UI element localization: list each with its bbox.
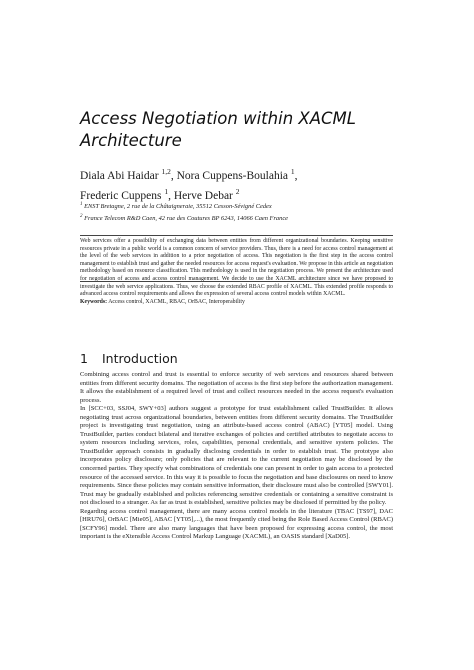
author-affil-mark: 2 — [235, 186, 240, 196]
abstract — [80, 238, 393, 306]
paper-title: Access Negotiation within XACML Architecture — [80, 109, 356, 150]
abstract-bottom-rule — [80, 281, 393, 282]
author-affil-mark: 1 — [290, 167, 295, 176]
author-affil-mark: 1 — [164, 186, 169, 196]
author-name: Herve Debar — [173, 189, 233, 202]
author-list: Diala Abi Haidar $^{1,2}$, Nora Cuppens-Boulahia $^1$, Frederic Cuppens $^1$, Herve Debar $^2$ — [80, 167, 298, 202]
section-title: Introduction — [102, 351, 178, 366]
affiliation-line — [80, 200, 410, 212]
section-heading — [80, 351, 400, 367]
body-paragraph: Combining access control and trust is essential to enforce security of web services and resources shared between entities from different security domains. The negotiation of access is the first step before the authorization management. It allows the establishment of a required level of trust and collect resources needed in the access request's evaluation process. — [80, 371, 393, 404]
keywords-text: Access control, XACML, RBAC, OrBAC, Interoperability — [108, 298, 245, 305]
affiliation-text: ENST Bretagne, 2 rue de la Châtaigneraie, 35512 Cesson-Sévigné Cedex — [84, 203, 272, 211]
section-number: 1 — [80, 351, 88, 366]
affiliation-text: France Telecom R&D Caen, 42 rue des Coutures BP 6243, 14066 Caen France — [84, 215, 288, 223]
author-name: Frederic Cuppens — [80, 189, 162, 202]
keywords-line — [80, 299, 393, 307]
section-body — [80, 371, 393, 542]
abstract-top-rule — [80, 235, 393, 236]
body-paragraph: Regarding access control management, there are many access control models in the literature (TBAC [TS97], DAC [HRU76], OrBAC [Mie05], ABAC [YT05],...), the most frequently cited being the Role Based Access Control (RBAC) [SCFY96] model. There are also many languages that have been proposed for expressing access control, the most important is the eXtensible Access Control Markup Language (XACML), an OASIS standard [XaD05]. — [80, 507, 393, 541]
keywords-label: Keywords: — [80, 298, 108, 305]
author-name: Nora Cuppens-Boulahia — [176, 169, 289, 182]
affiliations — [80, 200, 410, 224]
author-affil-mark: 1,2 — [161, 167, 171, 176]
abstract-text: Web services offer a possibility of exchanging data between entities from different organizational boundaries. Keeping sensitive resources private in a public world is a common concern of service providers. Thus, there is a need for access control management at the level of the web services in addition to a prior negotiation of access. This negotiation is the first step in the access control management to establish trust and gather the needed resources for access request's evaluation. We propose in this article an negotiation methodology based on resource classification. This methodology is used in the negotiation process. We present the architecture used for negotiation of access and access control management. We decide to use the XACML architecture since we have proposed to investigate the web service applications. Thus, we choose the extended RBAC profile of XACML. This extended profile responds to advanced access control requirements and allows the expression of several access control models within XACML. — [80, 238, 393, 298]
affiliation-mark: 1 — [80, 202, 83, 207]
affiliation-mark: 2 — [80, 214, 83, 220]
author-name: Diala Abi Haidar — [80, 169, 159, 182]
body-paragraph: In [SCC+03, SSJ04, SWY+03] authors suggest a prototype for trust establishment called TrustBuilder. It allows negotiating trust across organizational boundaries, between entities from different security domains. The TrustBuilder project is investigating trust negotiation, using an attribute-based access control (ABAC) [YT05] model. Using TrustBuilder, parties conduct bilateral and iterative exchanges of policies and certified attributes to negotiate access to system resources including services, roles, capabilities, personal credentials, and sensitive system policies. The TrustBuilder approach consists in gradually disclosing credentials in order to establish trust. The prototype also incorporates policy disclosure; only policies that are relevant to the current negotiation may be disclosed by the concerned parties. They specify what combinations of credentials one can present in order to gain access to a protected resource of the accessed service. In this way it is possible to focus the negotiation and base disclosures on need to know requirements. Since these policies may contain sensitive information, their disclosure must also be controlled [SWY01]. Trust may be gradually established and policies referencing sensitive credentials or containing a sensitive constraint is not disclosed to a stranger. As far as trust is established, sensitive policies may be disclosed if permitted by the policy. — [80, 405, 393, 507]
affiliation-line — [80, 212, 410, 224]
